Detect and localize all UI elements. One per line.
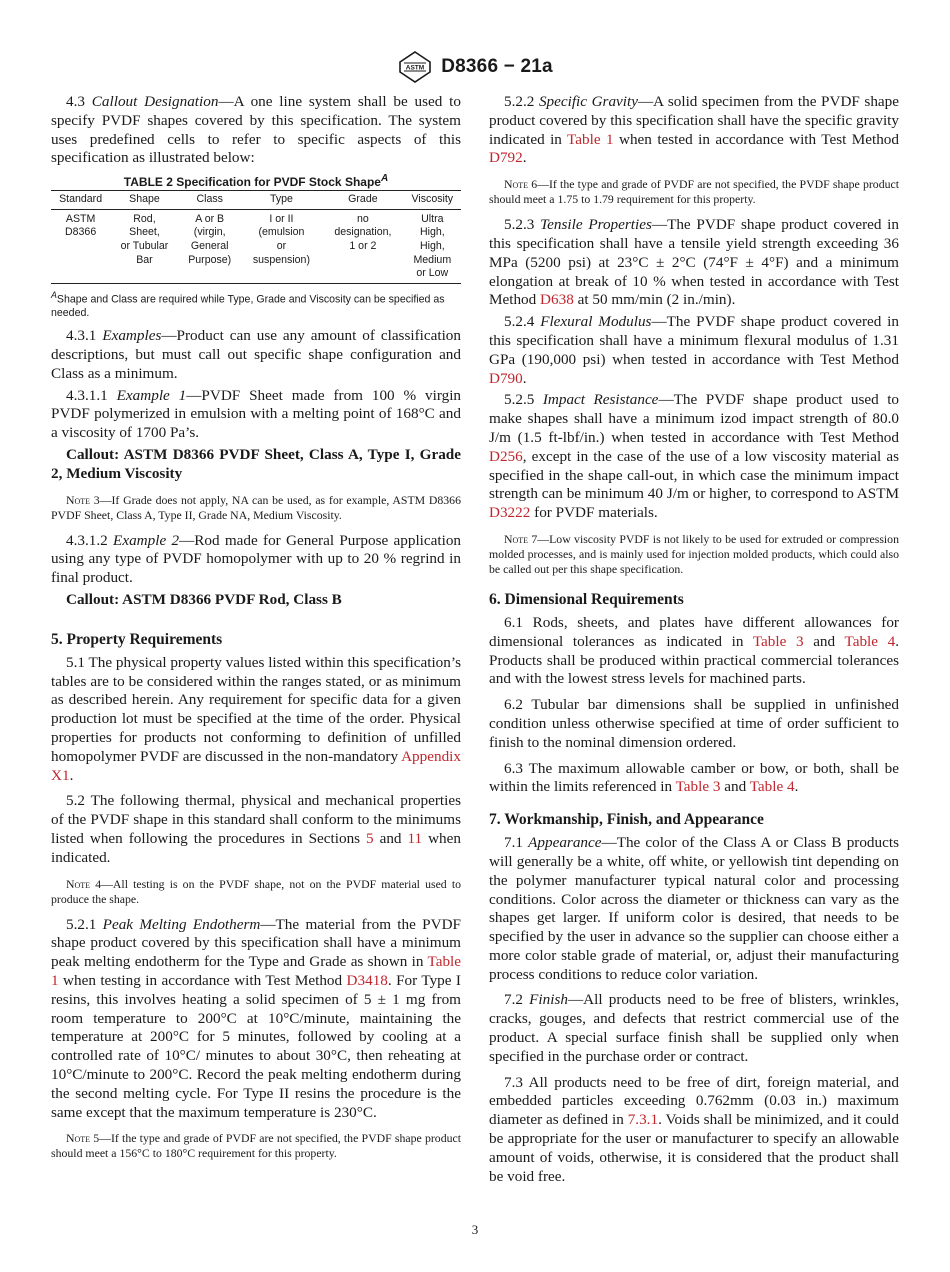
- link-table-1[interactable]: Table 1: [567, 130, 614, 148]
- link-section-5[interactable]: 5: [366, 830, 374, 848]
- note-7: Note 7—Low viscosity PVDF is not likely to be used for extruded or compression molded processes, and is mainly used for injection molded products, which could also be called out per this shape specification.: [489, 531, 899, 576]
- page-header: [0, 50, 950, 84]
- link-appendix-x1[interactable]: Appendix X1: [51, 747, 461, 784]
- callout-example-2: Callout: ASTM D8366 PVDF Rod, Class B: [66, 591, 342, 609]
- para-7-2: 7.2 Finish—All products need to be free of blisters, wrinkles, cracks, gouges, and defects that restrict commercial use of the product. A special surface finish shall be supplied only when specified in the purchase order or contract.: [489, 991, 900, 1065]
- link-table-4[interactable]: Table 4: [844, 632, 896, 650]
- col-class: Class: [179, 191, 241, 210]
- link-7-3-1[interactable]: 7.3.1: [627, 1111, 659, 1129]
- spec-table: [51, 190, 461, 284]
- col-grade: Grade: [322, 191, 403, 210]
- section-7-heading: 7. Workmanship, Finish, and Appearance: [489, 811, 764, 829]
- para-6-3: 6.3 The maximum allowable camber or bow, or both, shall be within the limits referenced in Table 3 and Table 4.: [489, 759, 899, 796]
- link-table-1[interactable]: Table 1: [51, 953, 461, 989]
- col-shape: Shape: [110, 191, 178, 210]
- link-d792[interactable]: D792: [489, 149, 523, 167]
- table-2: [51, 171, 461, 320]
- cell-type: I or II (emulsion or suspension): [241, 209, 322, 283]
- para-5-2-2: 5.2.2 Specific Gravity—A solid specimen from the PVDF shape product covered by this specification shall have the specific gravity indicated in Table 1 when tested in accordance with Test Method D792.: [489, 93, 900, 167]
- table-2-title: TABLE 2 Specification for PVDF Stock Shape$^A$: [123, 173, 389, 190]
- link-d3418[interactable]: D3418: [346, 972, 388, 989]
- link-table-4[interactable]: Table 4: [749, 778, 795, 796]
- para-4-3: 4.3 Callout Designation—A one line system shall be used to specify PVDF shapes covered by this specification. The system uses predefined cells to refer to specific aspects of this specification as illustrated below:: [51, 93, 461, 167]
- document-designation: D8366 − 21a: [441, 56, 553, 77]
- para-6-1: 6.1 Rods, sheets, and plates have different allowances for dimensional tolerances as indicated in Table 3 and Table 4. Products shall be produced within practical commercial tolerances and with the lowest stress levels for machined parts.: [489, 613, 900, 688]
- link-d790[interactable]: D790: [489, 369, 523, 387]
- svg-text:ASTM: ASTM: [406, 64, 425, 72]
- para-5-1: 5.1 The physical property values listed within this specification’s tables are to be considered within the ranges stated, or as minimum as described herein. Any requirement for specific data for a given production lot must be specified at the time of the order. Physical properties for products not conforming to definition of unfilled homopolymer PVDF are discussed in the non-mandatory Appendix X1.: [51, 653, 461, 784]
- link-table-3[interactable]: Table 3: [752, 632, 804, 650]
- cell-standard: ASTM D8366: [51, 209, 110, 283]
- para-5-2: 5.2 The following thermal, physical and mechanical properties of the PVDF shape in this standard shall conform to the minimums listed when following the procedures in Sections 5 and 11 when indicated.: [51, 792, 461, 866]
- section-5-heading: 5. Property Requirements: [51, 630, 223, 648]
- link-d3222[interactable]: D3222: [489, 504, 531, 522]
- para-4-3-1: 4.3.1 Examples—Product can use any amount of classification descriptions, but must call out specific shape configuration and Class as a minimum.: [51, 327, 461, 382]
- link-table-3[interactable]: Table 3: [675, 778, 721, 796]
- para-6-2: 6.2 Tubular bar dimensions shall be supplied in unfinished condition unless otherwise specified at time of order sufficient to finish to the nominal dimension ordered.: [489, 696, 899, 751]
- note-4: Note 4—All testing is on the PVDF shape, not on the PVDF material used to produce the shape.: [51, 876, 462, 906]
- cell-class: A or B (virgin, General Purpose): [179, 209, 241, 283]
- right-column: [489, 93, 899, 1189]
- callout-example-1: Callout: ASTM D8366 PVDF Sheet, Class A, Type I, Grade 2, Medium Viscosity: [51, 446, 461, 482]
- table-footnote: $^A$Shape and Class are required while Type, Grade and Viscosity can be specified as needed.: [51, 289, 445, 319]
- para-5-2-4: 5.2.4 Flexural Modulus—The PVDF shape product covered in this specification shall have a minimum flexural modulus of 1.31 GPa (190,000 psi) when tested in accordance with Test Method D790.: [489, 313, 899, 387]
- para-7-3: 7.3 All products need to be free of dirt, foreign material, and embedded particles exceeding 0.762mm (0.03 in.) maximum diameter as defined in 7.3.1. Voids shall be minimized, and it could be appropriate for the user or manufacturer to specify an allowable amount of voids, otherwise, it is considered that the product shall be void free.: [489, 1073, 899, 1185]
- link-d638[interactable]: D638: [540, 291, 574, 309]
- para-5-2-3: 5.2.3 Tensile Properties—The PVDF shape product covered in this specification shall have a tensile yield strength exceeding 36 MPa (5200 psi) at 23°C ± 2°C (74°F ± 4°F) and a minimum elongation at break of 10 % when tested in accordance with Test Method D638 at 50 mm/min (2 in./min).: [489, 216, 900, 309]
- col-viscosity: Viscosity: [404, 191, 461, 210]
- section-6-heading: 6. Dimensional Requirements: [489, 590, 684, 608]
- note-6: Note 6—If the type and grade of PVDF are not specified, the PVDF shape product should meet a 1.75 to 1.79 requirement for this property.: [489, 177, 900, 207]
- table-row: [51, 209, 461, 283]
- cell-grade: no designation, 1 or 2: [322, 209, 403, 283]
- link-d256[interactable]: D256: [489, 447, 523, 465]
- cell-viscosity: Ultra High, High, Medium or Low: [404, 209, 461, 283]
- para-5-2-1: 5.2.1 Peak Melting Endotherm—The material from the PVDF shape product covered by this specification shall have a minimum peak melting endotherm for the Type and Grade as shown in Table 1 when testing in accordance with Test Method D3418. For Type I resins, this involves heating a solid specimen of 5 ± 1 mg from room temperature to 200°C at 10°C/minute, maintaining the temperature at 200°C for 5 minutes, followed by cooling at a controlled rate of 10°C/ minutes to about 30°C, then reheating at 10°C/minute to 200°C. Record the peak melting endotherm during the second melting cycle. For Type II resins the procedure is the same except that the maximum temperature is 230°C.: [51, 915, 461, 1121]
- note-3: Note 3—If Grade does not apply, NA can be used, as for example, ASTM D8366 PVDF Sheet, Class A, Type II, Grade NA, Medium Viscosity.: [51, 492, 461, 522]
- astm-logo-icon: [397, 50, 433, 84]
- left-column: [51, 93, 461, 1170]
- para-4-3-1-2: 4.3.1.2 Example 2—Rod made for General Purpose application using any type of PVDF homopolymer with up to 20 % regrind in final product.: [51, 531, 462, 587]
- col-standard: Standard: [51, 191, 110, 210]
- note-5: Note 5—If the type and grade of PVDF are not specified, the PVDF shape product should meet a 156°C to 180°C requirement for this property.: [51, 1131, 462, 1161]
- para-5-2-5: 5.2.5 Impact Resistance—The PVDF shape product used to make shapes shall have a minimum izod impact strength of 80.0 J/m (1.5 ft-lbf/in.) when tested in accordance with Test Method D256, except in the case of the use of a low viscosity material as specified in the shape call-out, in which case the minimum impact strength can be minimum 40 J/m or higher, to correspond to ASTM D3222 for PVDF materials.: [489, 391, 900, 522]
- para-4-3-1-1: 4.3.1.1 Example 1—PVDF Sheet made from 100 % virgin PVDF polymerized in emulsion with a melting point of 168°C and a viscosity of 1700 Pa’s.: [51, 386, 462, 442]
- table-header-row: [51, 191, 461, 210]
- col-type: Type: [241, 191, 322, 210]
- page-number: 3: [471, 1222, 479, 1237]
- para-7-1: 7.1 Appearance—The color of the Class A or Class B products will generally be a white, off white, or yellowish tint depending on the polymer manufacturer typical natural color and processing conditions. Color across the diameter or thickness can vary as the shapes get larger. If uniform color is desired, that needs to be specified by the user in advance so the supplier can choose either a more color stable grade of material, or, adjust their manufacturing process conditions to reduce color variation.: [489, 834, 899, 983]
- cell-shape: Rod, Sheet, or Tubular Bar: [110, 209, 178, 283]
- link-section-11[interactable]: 11: [407, 830, 423, 848]
